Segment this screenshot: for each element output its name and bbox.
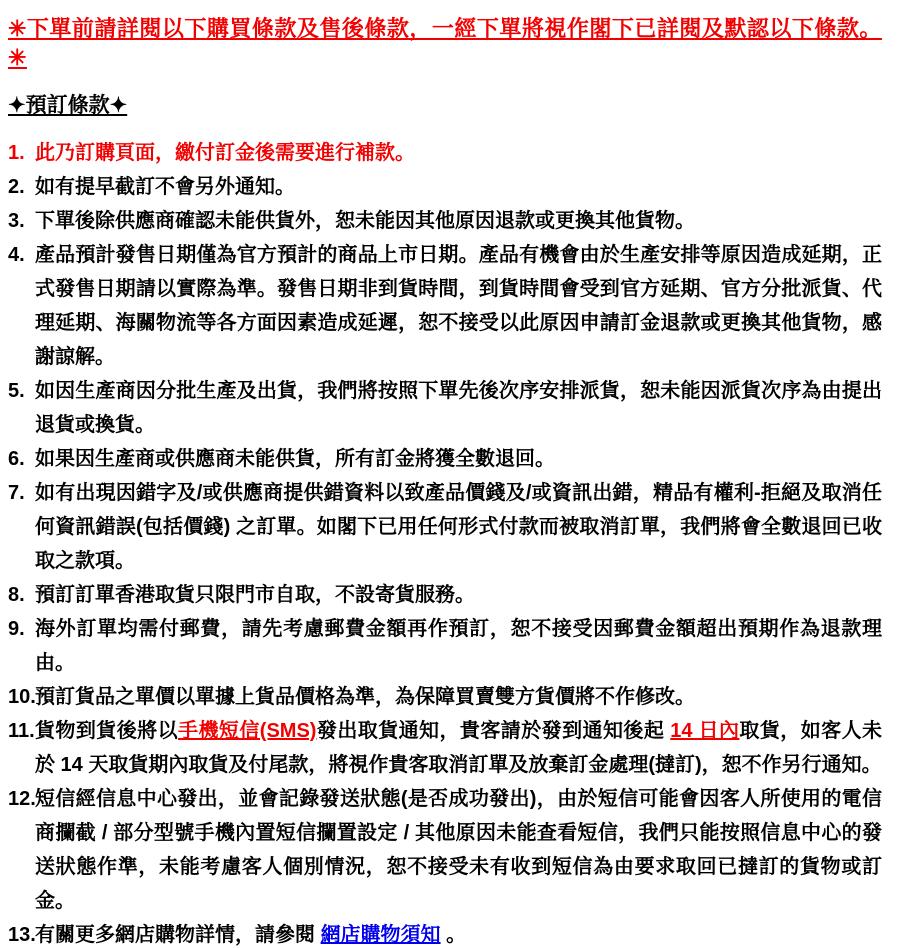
term-item <box>8 204 882 238</box>
term-text: 預訂貨品之單價以單據上貨品價格為準，為保障買賣雙方貨價將不作修改。 <box>35 686 695 708</box>
term-text: 發出取貨通知，貴客請於發到通知後起 <box>316 720 671 742</box>
term-text: 。 <box>440 924 467 946</box>
term-item <box>8 136 882 170</box>
term-item <box>8 918 882 948</box>
section-title-preorder-terms: ✦預訂條款✦ <box>8 94 128 117</box>
term-number: 5. <box>8 380 25 402</box>
term-number: 8. <box>8 584 25 606</box>
pre-order-warning-banner: ✳下單前請詳閱以下購買條款及售後條款，一經下單將視作閣下已詳閱及默認以下條款。✳ <box>8 16 882 70</box>
term-item <box>8 578 882 612</box>
term-text: 此乃訂購頁面，繳付訂金後需要進行補款。 <box>35 142 415 164</box>
store-shopping-notice-link[interactable]: 網店購物須知 <box>320 924 441 946</box>
term-text: 取貨，如客人未於 14 天取貨期內取貨及付尾款，將視作貴客取消訂單及放棄訂金處理(撻訂)，恕不作另行通知。 <box>35 720 882 776</box>
term-text: 手機短信(SMS) <box>178 720 317 742</box>
term-item <box>8 374 882 442</box>
term-text: 如因生產商因分批生產及出貨，我們將按照下單先後次序安排派貨，恕未能因派貨次序為由提出退貨或換貨。 <box>35 380 882 436</box>
term-number: 10. <box>8 686 36 708</box>
term-number: 3. <box>8 210 25 232</box>
term-item <box>8 442 882 476</box>
term-item <box>8 612 882 680</box>
term-text: 產品預計發售日期僅為官方預計的商品上市日期。產品有機會由於生產安排等原因造成延期，正式發售日期請以實際為準。發售日期非到貨時間，到貨時間會受到官方延期、官方分批派貨、代理延期、海關物流等各方面因素造成延遲，恕不接受以此原因申請訂金退款或更換其他貨物，感謝諒解。 <box>35 244 882 368</box>
term-number: 7. <box>8 482 25 504</box>
term-text: 如有出現因錯字及/或供應商提供錯資料以致產品價錢及/或資訊出錯，精品有權利-拒絕及取消任何資訊錯誤(包括價錢) 之訂單。如閣下已用任何形式付款而被取消訂單，我們將會全數退回已收取之款項。 <box>35 482 882 572</box>
term-item <box>8 714 882 782</box>
term-text: 貨物到貨後將以 <box>35 720 179 742</box>
term-text: 預訂訂單香港取貨只限門市自取，不設寄貨服務。 <box>35 584 475 606</box>
term-number: 1. <box>8 142 25 164</box>
terms-list <box>8 136 882 948</box>
term-item <box>8 680 882 714</box>
term-number: 9. <box>8 618 25 640</box>
term-item <box>8 782 882 918</box>
term-number: 4. <box>8 244 25 266</box>
term-number: 13. <box>8 924 36 946</box>
term-text: 海外訂單均需付郵費，請先考慮郵費金額再作預訂，恕不接受因郵費金額超出預期作為退款理由。 <box>35 618 882 674</box>
term-text: 下單後除供應商確認未能供貨外，恕未能因其他原因退款或更換其他貨物。 <box>35 210 695 232</box>
term-number: 11. <box>8 720 35 742</box>
term-text: 如果因生產商或供應商未能供貨，所有訂金將獲全數退回。 <box>35 448 555 470</box>
term-text: 14 日內 <box>670 720 740 742</box>
term-item <box>8 238 882 374</box>
term-item <box>8 170 882 204</box>
term-text: 如有提早截訂不會另外通知。 <box>35 176 295 198</box>
term-text: 短信經信息中心發出，並會記錄發送狀態(是否成功發出)，由於短信可能會因客人所使用的電信商攔截 / 部分型號手機內置短信攔置設定 / 其他原因未能查看短信，我們只能按照信息中心的發送狀態作準，未能考慮客人個別情況，恕不接受未有收到短信為由要求取回已撻訂的貨物或訂金。 <box>35 788 882 912</box>
term-number: 12. <box>8 788 36 810</box>
term-item <box>8 476 882 578</box>
term-number: 2. <box>8 176 25 198</box>
term-text: 有關更多網店購物詳情，請參閱 <box>35 924 321 946</box>
term-number: 6. <box>8 448 25 470</box>
